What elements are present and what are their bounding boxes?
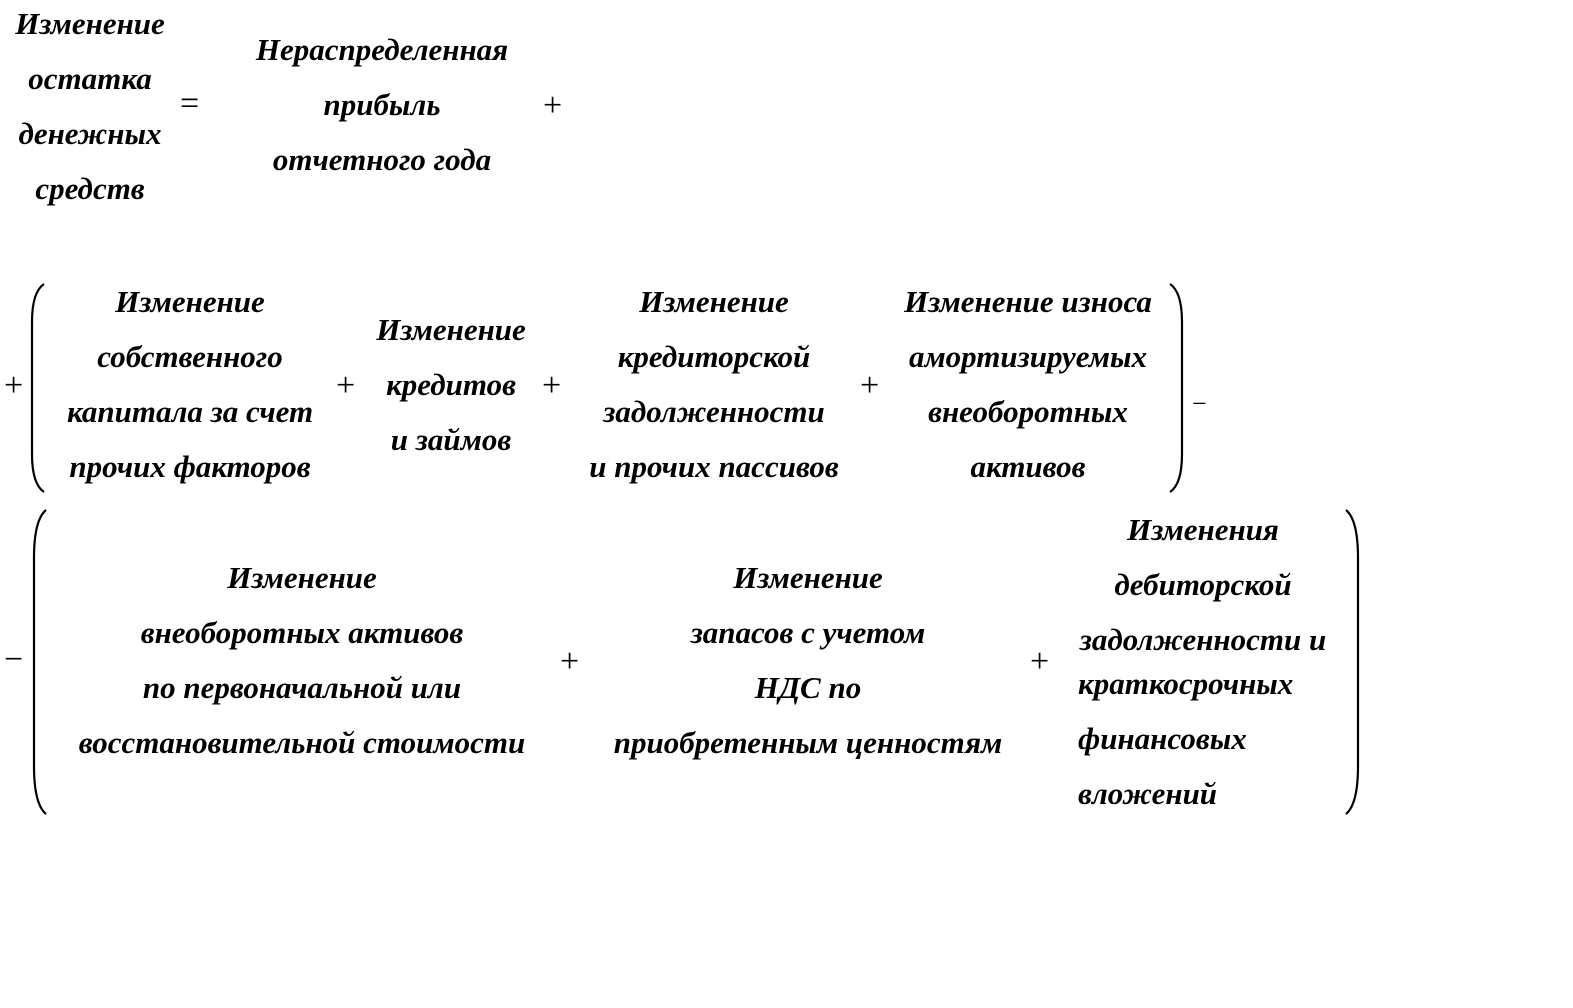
term-depreciation-change: Изменение износа амортизируемых внеоборотных активов [904, 284, 1152, 484]
term-receivables-change-head: Изменения дебиторской задолженности и [1079, 512, 1327, 657]
minus-sign-row3-lead: − [4, 641, 24, 678]
term-payables-change: Изменение кредиторской задолженности и прочих пассивов [589, 284, 839, 484]
term-loans-change: Изменение кредитов и займов [376, 312, 526, 457]
term-receivables-change-tail: краткосрочных финансовых вложений [1078, 666, 1294, 811]
lhs-cash-change: Изменение остатка денежных средств [15, 6, 165, 206]
retained-earnings-term: Нераспределенная прибыль отчетного года [255, 32, 509, 177]
equals-sign: = [180, 85, 200, 122]
plus-sign-row2-2: + [542, 367, 562, 404]
plus-sign-row2-1: + [336, 367, 356, 404]
plus-sign-row3-2: + [1030, 643, 1050, 680]
right-paren-row2 [1166, 282, 1188, 494]
minus-sign-row2-trail: − [1192, 389, 1207, 418]
term-noncurrent-assets-change: Изменение внеоборотных активов по первоначальной или восстановительной стоимости [78, 560, 526, 760]
term-equity-change: Изменение собственного капитала за счет прочих факторов [66, 284, 314, 484]
plus-sign-row1: + [543, 87, 563, 124]
plus-sign-row2-3: + [860, 367, 880, 404]
plus-sign-row2-lead: + [4, 367, 24, 404]
right-paren-row3 [1342, 508, 1364, 816]
term-inventory-change: Изменение запасов с учетом НДС по приобретенным ценностям [613, 560, 1003, 760]
plus-sign-row3-1: + [560, 643, 580, 680]
